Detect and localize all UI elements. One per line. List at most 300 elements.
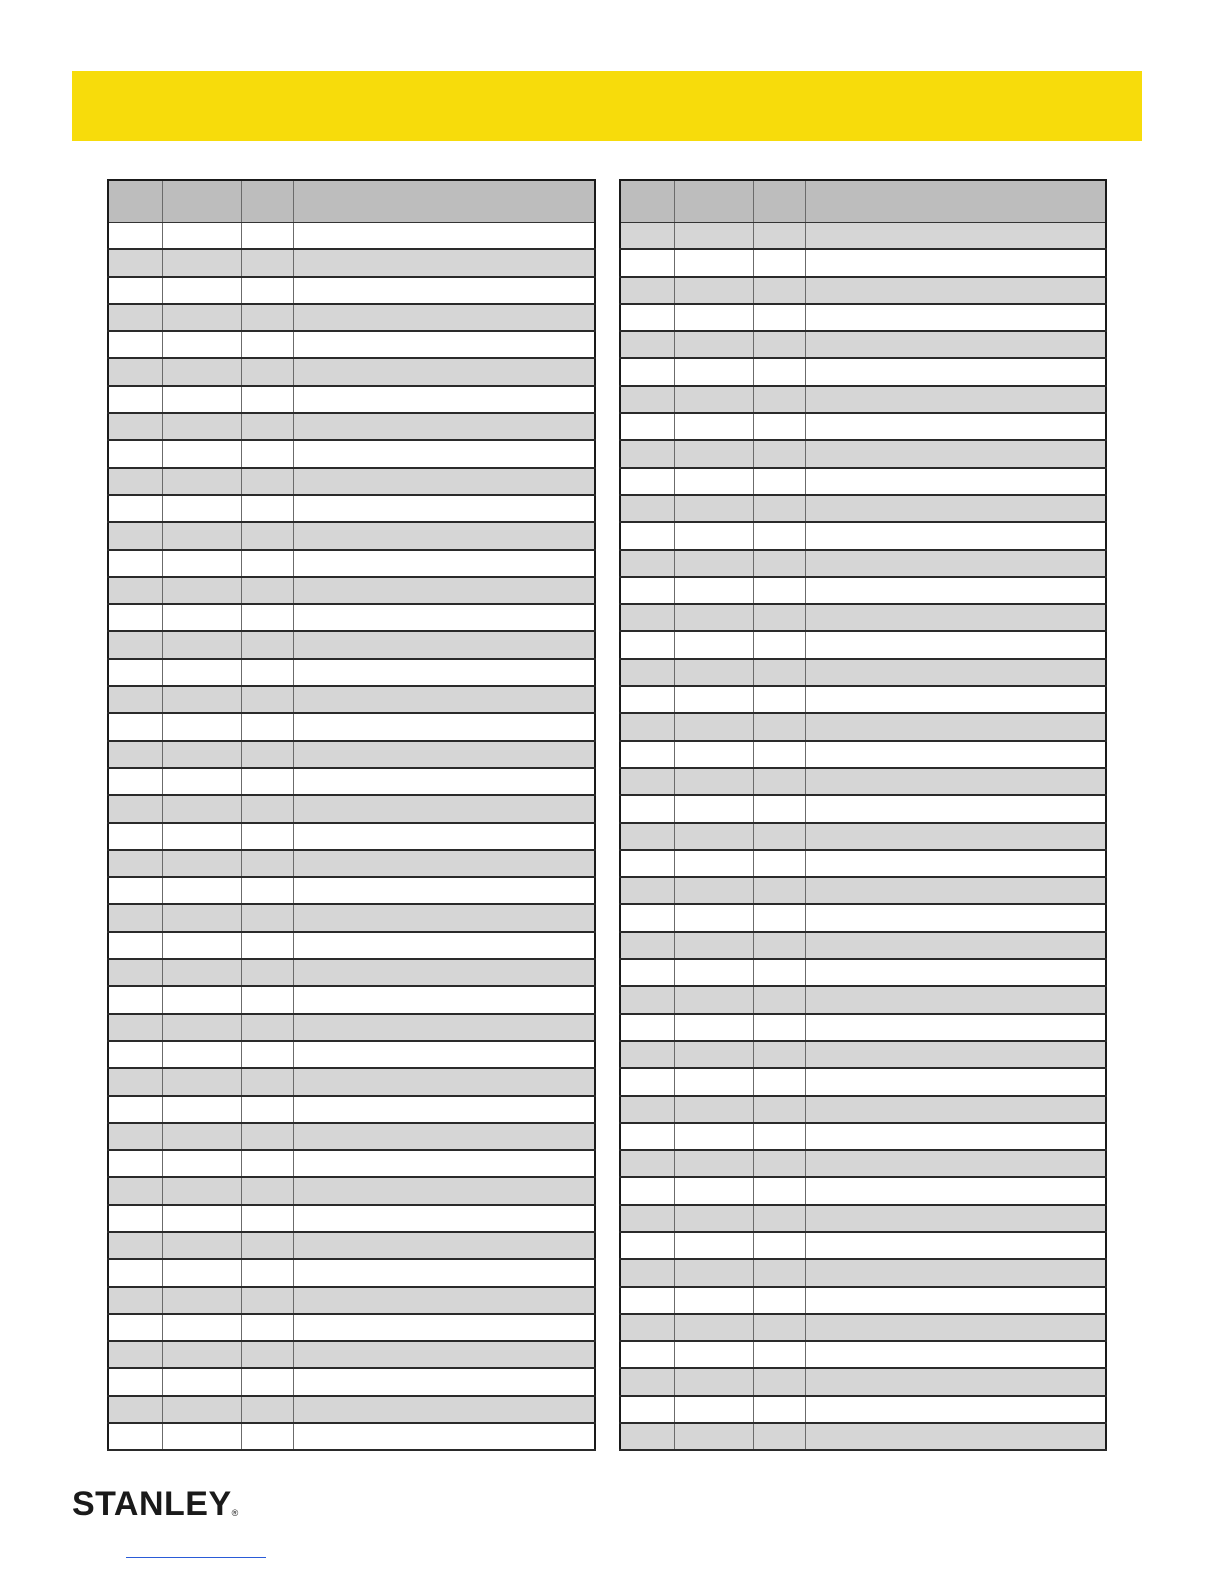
table-row — [620, 1368, 1106, 1395]
table-cell — [674, 768, 753, 795]
table-cell — [674, 1205, 753, 1232]
table-cell — [805, 686, 1106, 713]
table-cell — [620, 249, 674, 276]
table-cell — [674, 631, 753, 658]
table-row — [620, 440, 1106, 467]
table-row — [620, 823, 1106, 850]
table-cell — [241, 413, 293, 440]
table-cell — [674, 1150, 753, 1177]
table-cell — [805, 850, 1106, 877]
table-row — [620, 959, 1106, 986]
table-cell — [805, 1287, 1106, 1314]
table-cell — [805, 249, 1106, 276]
table-cell — [805, 550, 1106, 577]
table-cell — [293, 986, 595, 1013]
table-cell — [108, 1341, 162, 1368]
table-cell — [241, 386, 293, 413]
table-cell — [162, 713, 241, 740]
table-row — [108, 631, 595, 658]
table-cell — [108, 1123, 162, 1150]
table-cell — [162, 413, 241, 440]
table-row — [108, 1096, 595, 1123]
table-cell — [162, 659, 241, 686]
table-row — [108, 550, 595, 577]
table-cell — [753, 1232, 805, 1259]
table-row — [108, 495, 595, 522]
table-cell — [241, 686, 293, 713]
table-cell — [162, 1068, 241, 1095]
table-cell — [620, 795, 674, 822]
table-row — [108, 468, 595, 495]
table-row — [108, 1150, 595, 1177]
table-row — [108, 1177, 595, 1204]
table-row — [620, 1314, 1106, 1341]
table-row — [620, 331, 1106, 358]
table-cell — [753, 1314, 805, 1341]
table-cell — [674, 659, 753, 686]
table-cell — [674, 1259, 753, 1286]
table-cell — [108, 1177, 162, 1204]
table-cell — [241, 904, 293, 931]
table-cell — [293, 1287, 595, 1314]
table-cell — [162, 631, 241, 658]
table-cell — [805, 1177, 1106, 1204]
table-row — [108, 1423, 595, 1450]
table-cell — [805, 1259, 1106, 1286]
table-cell — [293, 959, 595, 986]
table-cell — [293, 659, 595, 686]
table-cell — [620, 468, 674, 495]
table-cell — [293, 686, 595, 713]
table-cell — [620, 823, 674, 850]
table-row — [620, 304, 1106, 331]
table-cell — [674, 468, 753, 495]
table-cell — [805, 741, 1106, 768]
table-cell — [620, 1287, 674, 1314]
table-cell — [805, 468, 1106, 495]
table-cell — [805, 631, 1106, 658]
table-cell — [241, 1014, 293, 1041]
table-row — [620, 550, 1106, 577]
table-cell — [108, 249, 162, 276]
table-cell — [674, 1368, 753, 1395]
table-cell — [620, 1205, 674, 1232]
table-row — [620, 386, 1106, 413]
table-cell — [108, 495, 162, 522]
table-cell — [162, 577, 241, 604]
column-header-4 — [805, 180, 1106, 223]
table-cell — [620, 631, 674, 658]
table-cell — [162, 741, 241, 768]
table-cell — [753, 904, 805, 931]
column-header-3 — [753, 180, 805, 223]
table-cell — [674, 249, 753, 276]
table-cell — [241, 1205, 293, 1232]
table-cell — [620, 1423, 674, 1450]
table-cell — [805, 932, 1106, 959]
table-cell — [674, 386, 753, 413]
table-row — [620, 659, 1106, 686]
table-cell — [108, 413, 162, 440]
table-cell — [620, 1341, 674, 1368]
table-cell — [293, 223, 595, 250]
table-row — [620, 850, 1106, 877]
registered-mark: ® — [231, 1508, 239, 1518]
table-cell — [620, 495, 674, 522]
table-row — [108, 1068, 595, 1095]
parts-table-left — [107, 179, 596, 1451]
table-cell — [162, 904, 241, 931]
table-cell — [753, 304, 805, 331]
table-header-row — [108, 180, 595, 223]
table-cell — [241, 850, 293, 877]
table-cell — [674, 1287, 753, 1314]
logo-text: STANLEY — [72, 1485, 232, 1523]
table-cell — [241, 1123, 293, 1150]
table-cell — [674, 1341, 753, 1368]
table-cell — [162, 495, 241, 522]
table-cell — [805, 904, 1106, 931]
table-cell — [753, 468, 805, 495]
table-cell — [293, 604, 595, 631]
table-cell — [620, 550, 674, 577]
table-row — [620, 604, 1106, 631]
table-cell — [674, 850, 753, 877]
table-row — [108, 386, 595, 413]
table-cell — [753, 1423, 805, 1450]
table-cell — [162, 1396, 241, 1423]
table-cell — [674, 304, 753, 331]
table-cell — [620, 1041, 674, 1068]
table-cell — [108, 850, 162, 877]
table-cell — [162, 468, 241, 495]
table-cell — [805, 413, 1106, 440]
table-cell — [805, 440, 1106, 467]
table-cell — [108, 440, 162, 467]
table-cell — [293, 522, 595, 549]
table-cell — [805, 1041, 1106, 1068]
table-cell — [753, 1096, 805, 1123]
table-cell — [293, 1259, 595, 1286]
table-cell — [108, 959, 162, 986]
table-row — [108, 604, 595, 631]
table-cell — [805, 604, 1106, 631]
table-cell — [805, 304, 1106, 331]
table-cell — [753, 1123, 805, 1150]
table-cell — [108, 1259, 162, 1286]
table-row — [108, 877, 595, 904]
table-cell — [753, 1041, 805, 1068]
table-cell — [241, 522, 293, 549]
table-cell — [620, 413, 674, 440]
table-cell — [108, 1396, 162, 1423]
table-cell — [805, 277, 1106, 304]
table-row — [620, 713, 1106, 740]
table-cell — [293, 1150, 595, 1177]
table-row — [108, 1259, 595, 1286]
table-cell — [162, 522, 241, 549]
table-cell — [241, 468, 293, 495]
table-cell — [620, 331, 674, 358]
column-header-2 — [674, 180, 753, 223]
table-cell — [293, 386, 595, 413]
table-cell — [162, 604, 241, 631]
table-cell — [620, 1368, 674, 1395]
table-cell — [805, 495, 1106, 522]
table-cell — [620, 1123, 674, 1150]
column-header-4 — [293, 180, 595, 223]
table-cell — [674, 823, 753, 850]
table-cell — [805, 386, 1106, 413]
table-row — [620, 1259, 1106, 1286]
table-cell — [241, 1177, 293, 1204]
table-cell — [674, 223, 753, 250]
table-cell — [805, 823, 1106, 850]
table-cell — [620, 386, 674, 413]
table-cell — [293, 1014, 595, 1041]
table-cell — [108, 795, 162, 822]
table-cell — [293, 440, 595, 467]
stanley-logo — [72, 1487, 239, 1521]
table-cell — [293, 768, 595, 795]
table-cell — [293, 1123, 595, 1150]
table-cell — [241, 358, 293, 385]
table-cell — [162, 249, 241, 276]
table-cell — [753, 1014, 805, 1041]
table-cell — [293, 1368, 595, 1395]
table-row — [108, 249, 595, 276]
table-row — [108, 413, 595, 440]
table-cell — [753, 713, 805, 740]
table-row — [108, 904, 595, 931]
table-cell — [753, 413, 805, 440]
table-cell — [241, 741, 293, 768]
table-row — [108, 823, 595, 850]
table-cell — [241, 550, 293, 577]
header-banner — [72, 71, 1142, 141]
table-cell — [162, 1314, 241, 1341]
table-cell — [241, 1314, 293, 1341]
table-cell — [162, 932, 241, 959]
table-cell — [108, 1096, 162, 1123]
table-row — [620, 577, 1106, 604]
table-cell — [620, 768, 674, 795]
table-cell — [805, 1314, 1106, 1341]
table-row — [620, 358, 1106, 385]
table-cell — [108, 686, 162, 713]
table-cell — [805, 659, 1106, 686]
table-row — [620, 277, 1106, 304]
table-cell — [162, 986, 241, 1013]
table-cell — [753, 659, 805, 686]
table-cell — [753, 604, 805, 631]
footer-link-underline — [126, 1557, 266, 1558]
table-cell — [293, 468, 595, 495]
table-row — [108, 1205, 595, 1232]
table-cell — [293, 1314, 595, 1341]
table-cell — [108, 1068, 162, 1095]
table-cell — [108, 1232, 162, 1259]
table-cell — [108, 358, 162, 385]
table-cell — [293, 577, 595, 604]
table-cell — [805, 1123, 1106, 1150]
table-row — [108, 522, 595, 549]
table-row — [108, 959, 595, 986]
table-cell — [805, 986, 1106, 1013]
table-cell — [108, 631, 162, 658]
table-cell — [620, 1259, 674, 1286]
table-cell — [753, 932, 805, 959]
table-cell — [674, 1314, 753, 1341]
column-header-2 — [162, 180, 241, 223]
table-cell — [805, 795, 1106, 822]
table-cell — [620, 604, 674, 631]
table-cell — [805, 713, 1106, 740]
table-cell — [753, 986, 805, 1013]
table-cell — [620, 850, 674, 877]
table-cell — [241, 1259, 293, 1286]
table-cell — [108, 386, 162, 413]
table-cell — [162, 823, 241, 850]
table-row — [620, 522, 1106, 549]
table-cell — [241, 331, 293, 358]
table-row — [620, 1041, 1106, 1068]
table-cell — [241, 277, 293, 304]
table-cell — [241, 1396, 293, 1423]
table-cell — [162, 1150, 241, 1177]
table-cell — [162, 1368, 241, 1395]
column-header-1 — [108, 180, 162, 223]
table-cell — [162, 223, 241, 250]
table-cell — [293, 495, 595, 522]
table-cell — [805, 768, 1106, 795]
table-cell — [162, 277, 241, 304]
table-cell — [108, 304, 162, 331]
table-row — [108, 1341, 595, 1368]
table-cell — [293, 795, 595, 822]
table-cell — [805, 577, 1106, 604]
table-cell — [674, 713, 753, 740]
table-cell — [108, 986, 162, 1013]
table-cell — [674, 1232, 753, 1259]
table-cell — [753, 959, 805, 986]
table-row — [620, 1287, 1106, 1314]
table-row — [620, 686, 1106, 713]
table-cell — [162, 877, 241, 904]
parts-table-right — [619, 179, 1107, 1451]
table-row — [108, 1123, 595, 1150]
table-cell — [753, 1177, 805, 1204]
table-row — [620, 1232, 1106, 1259]
table-row — [620, 249, 1106, 276]
table-cell — [753, 1287, 805, 1314]
table-cell — [241, 768, 293, 795]
table-cell — [753, 686, 805, 713]
table-cell — [162, 1041, 241, 1068]
table-cell — [620, 904, 674, 931]
table-cell — [620, 522, 674, 549]
table-cell — [241, 304, 293, 331]
table-cell — [108, 1287, 162, 1314]
table-row — [108, 795, 595, 822]
table-cell — [805, 1096, 1106, 1123]
table-cell — [293, 1177, 595, 1204]
table-cell — [674, 1041, 753, 1068]
table-cell — [674, 904, 753, 931]
table-cell — [753, 386, 805, 413]
table-cell — [241, 1068, 293, 1095]
table-cell — [620, 358, 674, 385]
table-row — [108, 1232, 595, 1259]
table-cell — [108, 277, 162, 304]
table-cell — [108, 1314, 162, 1341]
table-cell — [162, 1123, 241, 1150]
table-row — [108, 932, 595, 959]
table-row — [108, 986, 595, 1013]
table-cell — [293, 1068, 595, 1095]
table-row — [620, 795, 1106, 822]
table-row — [620, 986, 1106, 1013]
table-cell — [241, 223, 293, 250]
table-cell — [674, 932, 753, 959]
table-cell — [805, 223, 1106, 250]
table-cell — [753, 1068, 805, 1095]
table-cell — [753, 850, 805, 877]
table-cell — [108, 1150, 162, 1177]
table-cell — [108, 1014, 162, 1041]
table-cell — [293, 850, 595, 877]
table-cell — [162, 768, 241, 795]
table-cell — [620, 1096, 674, 1123]
table-cell — [805, 1232, 1106, 1259]
table-cell — [108, 331, 162, 358]
table-cell — [620, 223, 674, 250]
table-cell — [293, 904, 595, 931]
table-cell — [753, 1341, 805, 1368]
table-cell — [805, 1014, 1106, 1041]
table-row — [108, 686, 595, 713]
table-cell — [620, 713, 674, 740]
table-cell — [753, 795, 805, 822]
table-row — [108, 850, 595, 877]
table-cell — [620, 1014, 674, 1041]
table-cell — [241, 1232, 293, 1259]
table-cell — [108, 932, 162, 959]
table-cell — [753, 631, 805, 658]
table-cell — [162, 440, 241, 467]
table-cell — [674, 1177, 753, 1204]
table-cell — [753, 768, 805, 795]
table-cell — [108, 659, 162, 686]
table-cell — [241, 795, 293, 822]
table-cell — [293, 1396, 595, 1423]
table-cell — [162, 386, 241, 413]
table-cell — [805, 1368, 1106, 1395]
table-row — [108, 659, 595, 686]
table-cell — [674, 1423, 753, 1450]
table-row — [620, 1068, 1106, 1095]
table-cell — [620, 1314, 674, 1341]
table-row — [620, 1096, 1106, 1123]
table-row — [108, 1314, 595, 1341]
table-cell — [753, 1396, 805, 1423]
table-cell — [674, 1123, 753, 1150]
table-cell — [293, 249, 595, 276]
table-row — [620, 741, 1106, 768]
table-cell — [293, 358, 595, 385]
table-cell — [753, 522, 805, 549]
table-cell — [293, 277, 595, 304]
